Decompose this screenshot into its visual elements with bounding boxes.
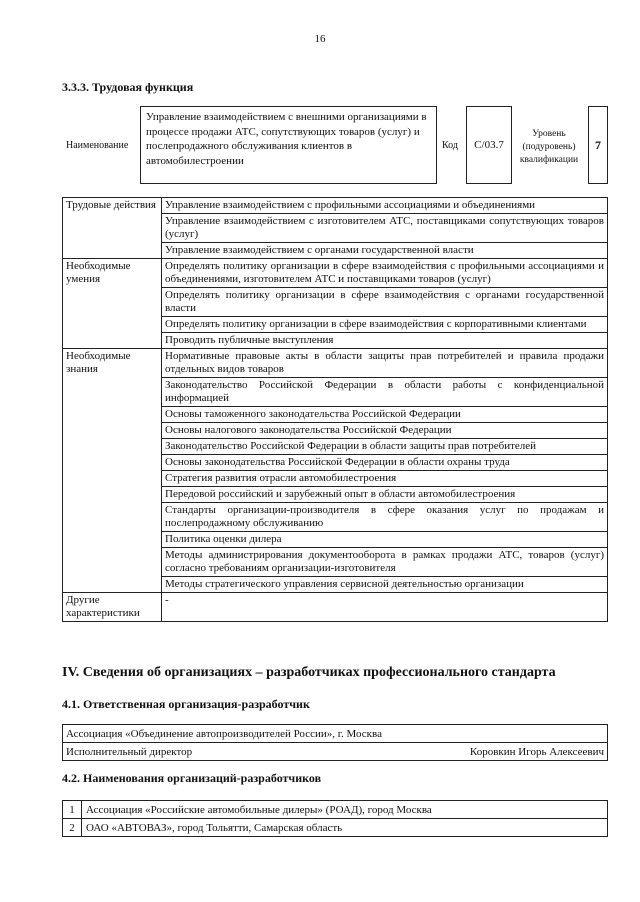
table-row (63, 819, 608, 837)
item-cell: Основы таможенного законодательства Российской Федерации (162, 407, 608, 423)
category-cell: Необходимые умения (63, 259, 162, 349)
org-name-cell: Ассоциация «Объединение автопроизводителей России», г. Москва (63, 725, 608, 743)
row-number: 2 (63, 819, 82, 837)
item-cell: Методы администрирования документооборота в рамках продажи АТС, товаров (услуг) согласно требованиям организации-изготовителя (162, 548, 608, 577)
developer-orgs-table (62, 800, 608, 837)
item-cell: Проводить публичные выступления (162, 333, 608, 349)
item-cell: Определять политику организации в сфере взаимодействия с профильными ассоциациями и объединениями, изготовителем АТС и поставщиками товаров (услуг) (162, 259, 608, 288)
item-cell: Стратегия развития отрасли автомобилестроения (162, 471, 608, 487)
item-cell: Основы налогового законодательства Российской Федерации (162, 423, 608, 439)
table-row (63, 198, 608, 214)
item-cell: Управление взаимодействием с изготовителем АТС, поставщиками сопутствующих товаров (услуг) (162, 214, 608, 243)
category-cell: Трудовые действия (63, 198, 162, 259)
code-box: С/03.7 (466, 106, 512, 184)
org-name: ОАО «АВТОВАЗ», город Тольятти, Самарская область (82, 819, 608, 837)
signer-name: Коровкин Игорь Алексеевич (469, 745, 604, 758)
table-row (63, 349, 608, 378)
section-title: 3.3.3. Трудовая функция (62, 80, 194, 94)
function-name-box: Управление взаимодействием с внешними организациями в процессе продажи АТС, сопутствующих товаров (услуг) и послепродажного обслуживания клиентов в автомобилестроении (140, 106, 437, 184)
name-label: Наименование (66, 140, 129, 151)
row-number: 1 (63, 801, 82, 819)
item-cell: Управление взаимодействием с органами государственной власти (162, 243, 608, 259)
item-cell: - (162, 593, 608, 622)
category-cell: Необходимые знания (63, 349, 162, 593)
code-label: Код (442, 140, 458, 151)
org-name: Ассоциация «Российские автомобильные дилеры» (РОАД), город Москва (82, 801, 608, 819)
item-cell: Политика оценки дилера (162, 532, 608, 548)
level-box: 7 (588, 106, 608, 184)
item-cell: Передовой российский и зарубежный опыт в области автомобилестроения (162, 487, 608, 503)
item-cell: Определять политику организации в сфере взаимодействия с органами государственной власти (162, 288, 608, 317)
section4-title: IV. Сведения об организациях – разработчиках профессионального стандарта (62, 665, 556, 680)
category-cell: Другие характеристики (63, 593, 162, 622)
item-cell: Основы законодательства Российской Федерации в области охраны труда (162, 455, 608, 471)
item-cell: Законодательство Российской Федерации в области работы с конфиденциальной информацией (162, 378, 608, 407)
table-row (63, 801, 608, 819)
item-cell: Стандарты организации-производителя в сфере оказания услуг по продажам и послепродажному обслуживанию (162, 503, 608, 532)
s42-title: 4.2. Наименования организаций-разработчиков (62, 771, 322, 785)
s41-title: 4.1. Ответственная организация-разработчик (62, 697, 310, 711)
item-cell: Методы стратегического управления сервисной деятельностью организации (162, 577, 608, 593)
responsible-org-table (62, 724, 608, 761)
level-label: Уровень (подуровень) квалификации (519, 129, 579, 165)
signer-cell (63, 743, 608, 761)
page-number: 16 (314, 33, 326, 45)
item-cell: Законодательство Российской Федерации в области защиты прав потребителей (162, 439, 608, 455)
signer-position: Исполнительный директор (66, 745, 193, 758)
table-row (63, 593, 608, 622)
item-cell: Определять политику организации в сфере взаимодействия с корпоративными клиентами (162, 317, 608, 333)
table-row (63, 259, 608, 288)
item-cell: Управление взаимодействием с профильными ассоциациями и объединениями (162, 198, 608, 214)
function-table (62, 197, 608, 622)
item-cell: Нормативные правовые акты в области защиты прав потребителей и правила продажи отдельных видов товаров (162, 349, 608, 378)
